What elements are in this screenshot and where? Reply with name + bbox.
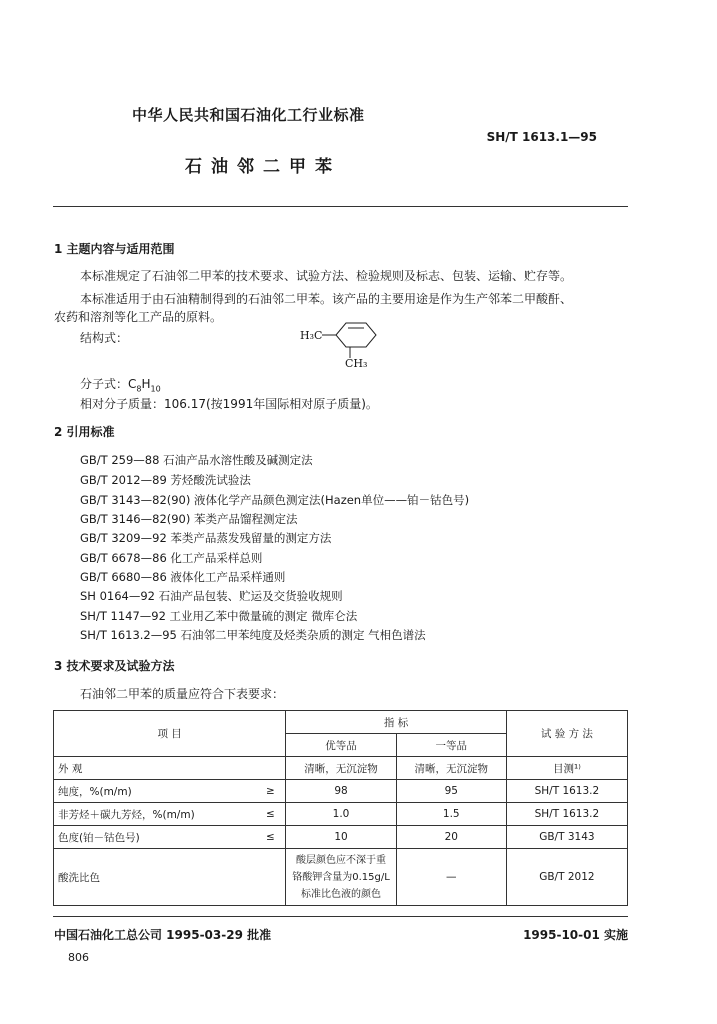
- row-name: 非芳烃＋碳九芳烃，%(m/m): [54, 803, 256, 826]
- table-row: [54, 803, 628, 826]
- structure-ch3-label: CH₃: [345, 357, 368, 370]
- row-method: GB/T 2012: [506, 849, 627, 906]
- table-row: [54, 757, 628, 780]
- row-name: 纯度，%(m/m): [54, 780, 256, 803]
- molar-mass: 相对分子质量：106.17(按1991年国际相对原子质量)。: [80, 397, 378, 411]
- header-index: 指 标: [286, 711, 507, 734]
- row-operator: ≥: [256, 780, 286, 803]
- section-1-para-1: 本标准规定了石油邻二甲苯的技术要求、试验方法、检验规则及标志、包装、运输、贮存等。: [80, 269, 573, 283]
- header-item: 项 目: [54, 711, 286, 757]
- molecular-formula: [80, 375, 161, 393]
- reference-item: GB/T 6680—86 液体化工产品采样通则: [80, 570, 286, 584]
- section-1-para-2-line-1: 本标准适用于由石油精制得到的石油邻二甲苯。该产品的主要用途是作为生产邻苯二甲酸酐、: [80, 292, 573, 306]
- row-name: 色度(铂－钴色号): [54, 826, 256, 849]
- formula-label: 分子式：: [80, 377, 129, 391]
- section-1-heading: 1 主题内容与适用范围: [54, 242, 175, 256]
- table-row: [54, 780, 628, 803]
- row-operator: ≤: [256, 826, 286, 849]
- row-first-grade: 95: [396, 780, 506, 803]
- row-superior: 10: [286, 826, 396, 849]
- table-row: [54, 849, 628, 906]
- standard-code: SH/T 1613.1—95: [486, 130, 597, 144]
- benzene-ring-diagram: [322, 318, 382, 360]
- formula-c-subscript: 8: [136, 384, 142, 394]
- structure-h3c-label: H₃C: [300, 329, 323, 342]
- benzene-ring: [336, 323, 376, 347]
- row-first-grade: 1.5: [396, 803, 506, 826]
- reference-item: GB/T 3209—92 苯类产品蒸发残留量的测定方法: [80, 531, 332, 545]
- row-superior-line: 酸层颜色应不深于重: [296, 854, 386, 866]
- reference-item: SH/T 1613.2—95 石油邻二甲苯纯度及烃类杂质的测定 气相色谱法: [80, 628, 426, 642]
- header-divider: [53, 206, 628, 207]
- row-superior: 98: [286, 780, 396, 803]
- specification-table: [53, 710, 628, 906]
- row-first-grade: 清晰，无沉淀物: [396, 757, 506, 780]
- reference-item: GB/T 3143—82(90) 液体化学产品颜色测定法(Hazen单位——铂－钴色号): [80, 493, 470, 507]
- row-superior-line: 铬酸钾含量为0.15g/L: [292, 871, 390, 883]
- row-name: 外 观: [54, 757, 256, 780]
- reference-item: SH/T 1147—92 工业用乙苯中微量硫的测定 微库仑法: [80, 609, 358, 623]
- page-number: 806: [68, 951, 89, 964]
- reference-item: GB/T 6678—86 化工产品采样总则: [80, 551, 263, 565]
- row-superior: [286, 849, 396, 906]
- section-3-intro: 石油邻二甲苯的质量应符合下表要求：: [80, 687, 285, 701]
- reference-item: GB/T 259—88 石油产品水溶性酸及碱测定法: [80, 453, 313, 467]
- row-operator: ≤: [256, 803, 286, 826]
- row-method: SH/T 1613.2: [506, 803, 627, 826]
- reference-item: SH 0164—92 石油产品包装、贮运及交货验收规则: [80, 589, 343, 603]
- row-operator: [256, 849, 286, 906]
- structure-label: 结构式：: [80, 331, 129, 345]
- reference-item: GB/T 2012—89 芳烃酸洗试验法: [80, 473, 251, 487]
- formula-h-subscript: 10: [150, 384, 161, 394]
- approval-note: 中国石油化工总公司 1995-03-29 批准: [54, 928, 272, 942]
- row-name: 酸洗比色: [54, 849, 256, 906]
- document-title: 石油邻二甲苯: [185, 157, 341, 177]
- row-operator: [256, 757, 286, 780]
- formula-h: H: [141, 377, 151, 391]
- footer-divider: [53, 916, 628, 917]
- row-first-grade: —: [396, 849, 506, 906]
- row-method: GB/T 3143: [506, 826, 627, 849]
- reference-item: GB/T 3146—82(90) 苯类产品馏程测定法: [80, 512, 298, 526]
- formula-c: C: [128, 377, 137, 391]
- row-superior: 1.0: [286, 803, 396, 826]
- header-method: 试 验 方 法: [506, 711, 627, 757]
- row-superior-line: 标准比色液的颜色: [301, 888, 381, 900]
- table-row: [54, 826, 628, 849]
- row-superior: 清晰，无沉淀物: [286, 757, 396, 780]
- row-method: 目测¹⁾: [506, 757, 627, 780]
- row-first-grade: 20: [396, 826, 506, 849]
- effective-date: 1995-10-01 实施: [523, 928, 628, 942]
- section-2-heading: 2 引用标准: [54, 425, 115, 439]
- section-1-para-2-line-2: 农药和溶剂等化工产品的原料。: [54, 310, 223, 324]
- table-header-row: [54, 711, 628, 734]
- header-superior: 优等品: [286, 734, 396, 757]
- header-first-grade: 一等品: [396, 734, 506, 757]
- row-method: SH/T 1613.2: [506, 780, 627, 803]
- org-title: 中华人民共和国石油化工行业标准: [132, 106, 365, 124]
- section-3-heading: 3 技术要求及试验方法: [54, 659, 175, 673]
